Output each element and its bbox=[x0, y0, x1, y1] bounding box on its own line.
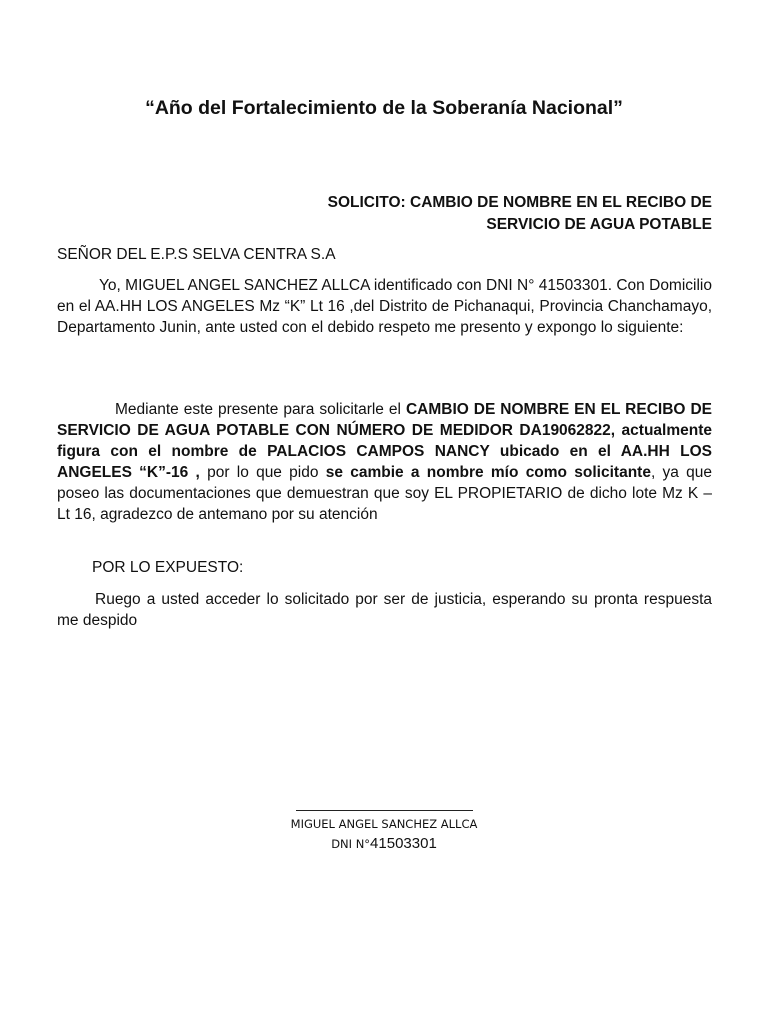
request-text-4-bold: se cambie a nombre mío como solicitante bbox=[325, 464, 651, 481]
subject-line-2: SERVICIO DE AGUA POTABLE bbox=[486, 216, 712, 233]
request-text-2-bold: CAMBIO DE NOMBRE EN EL RECIBO DE SERVICIO DE AGUA POTABLE CON NÚMERO DE MEDIDOR DA19062822, actualmente figura con el nombre de PALACIOS CAMPOS NANCY ubicado en el AA.HH LOS ANGELES “K”-16 , bbox=[57, 401, 712, 481]
dni-label: DNI N° bbox=[331, 837, 371, 851]
signature-line bbox=[296, 810, 473, 811]
signatory-dni bbox=[0, 834, 768, 854]
subject-line-1: SOLICITO: CAMBIO DE NOMBRE EN EL RECIBO DE bbox=[327, 194, 712, 211]
request-text-5: , ya que poseo las documentaciones que demuestran que soy EL PROPIETARIO de dicho lote Mz K – Lt 16, agradezco de antemano por su atención bbox=[57, 464, 712, 523]
dni-number: 41503301 bbox=[370, 835, 437, 852]
signatory-name: MIGUEL ANGEL SANCHEZ ALLCA bbox=[290, 817, 478, 831]
request-text-3: por lo que pido bbox=[199, 464, 326, 481]
subject-heading bbox=[192, 192, 712, 236]
request-text-1: Mediante este presente para solicitarle el bbox=[115, 401, 406, 418]
year-title: “Año del Fortalecimiento de la Soberanía Nacional” bbox=[145, 97, 623, 119]
closing-heading: POR LO EXPUESTO: bbox=[92, 559, 244, 576]
introduction-paragraph: Yo, MIGUEL ANGEL SANCHEZ ALLCA identificado con DNI N° 41503301. Con Domicilio en el AA.HH LOS ANGELES Mz “K” Lt 16 ,del Distrito de Pichanaqui, Provincia Chanchamayo, Departamento Junin, ante usted con el debido respeto me presento y expongo lo siguiente: bbox=[57, 277, 712, 336]
request-paragraph bbox=[57, 399, 712, 525]
closing-paragraph: Ruego a usted acceder lo solicitado por ser de justicia, esperando su pronta respuesta me despido bbox=[57, 591, 712, 629]
addressee-line: SEÑOR DEL E.P.S SELVA CENTRA S.A bbox=[57, 246, 336, 263]
